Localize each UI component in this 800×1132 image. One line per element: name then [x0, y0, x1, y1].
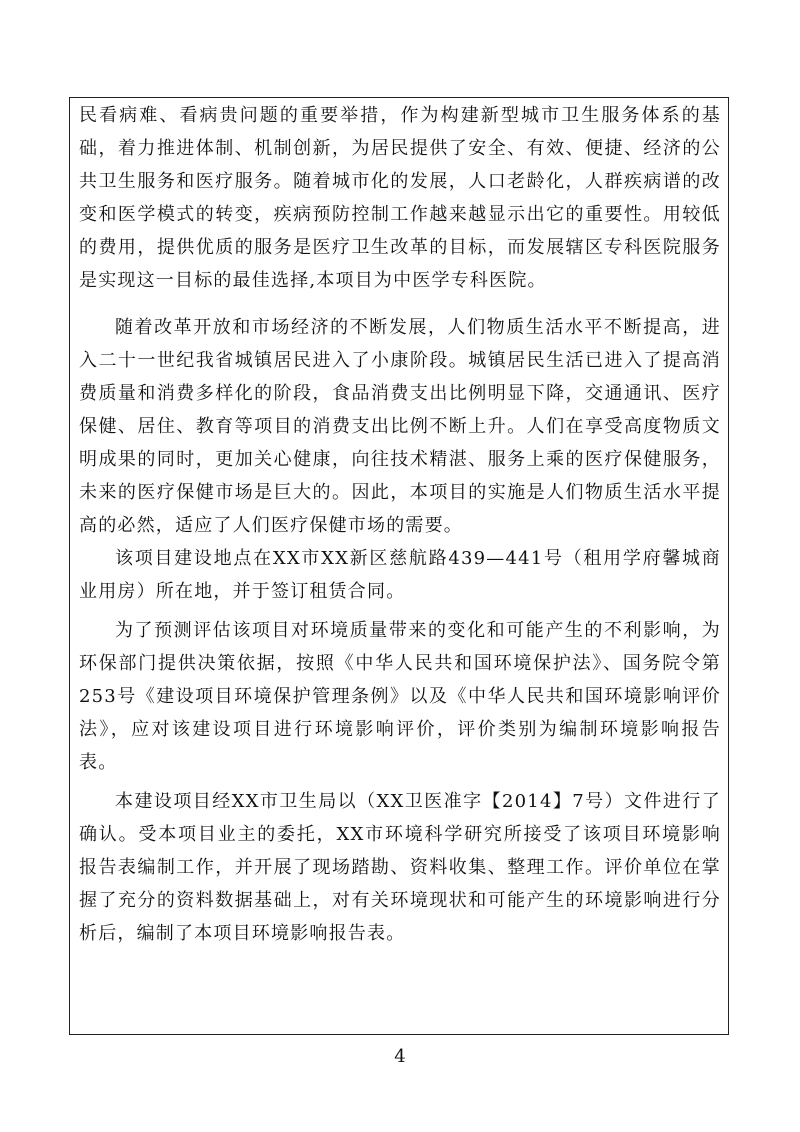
paragraph-2: 随着改革开放和市场经济的不断发展，人们物质生活水平不断提高，进入二十一世纪我省城镇居民进入了小康阶段。城镇居民生活已进入了提高消费质量和消费多样化的阶段，食品消费支出比例明显下降，交通通讯、医疗保健、居住、教育等项目的消费支出比例不断上升。人们在享受高度物质文明成果的同时，更加关心健康，向往技术精湛、服务上乘的医疗保健服务，未来的医疗保健市场是巨大的。因此，本项目的实施是人们物质生活水平提高的必然，适应了人们医疗保健市场的需要。	[79, 317, 721, 536]
page-number: 4	[394, 1046, 406, 1067]
paragraph-3: 该项目建设地点在XX市XX新区慈航路439—441号（租用学府馨城商业用房）所在地，并于签订租赁合同。	[79, 548, 721, 602]
paragraph-1: 民看病难、看病贵问题的重要举措，作为构建新型城市卫生服务体系的基础，着力推进体制、机制创新，为居民提供了安全、有效、便捷、经济的公共卫生服务和医疗服务。随着城市化的发展，人口老龄化，人群疾病谱的改变和医学模式的转变，疾病预防控制工作越来越显示出它的重要性。用较低的费用，提供优质的服务是医疗卫生改革的目标，而发展辖区专科医院服务是实现这一目标的最佳选择,本项目为中医学专科医院。	[79, 105, 721, 291]
document-body	[79, 99, 721, 950]
paragraph-5: 本建设项目经XX市卫生局以（XX卫医准字【2014】7号）文件进行了确认。受本项目业主的委托，XX市环境科学研究所接受了该项目环境影响报告表编制工作，并开展了现场踏勘、资料收集、整理工作。评价单位在掌握了充分的资料数据基础上，对有关环境现状和可能产生的环境影响进行分析后，编制了本项目环境影响报告表。	[79, 791, 721, 944]
paragraph-4: 为了预测评估该项目对环境质量带来的变化和可能产生的不利影响，为环保部门提供决策依据，按照《中华人民共和国环境保护法》、国务院令第253号《建设项目环境保护管理条例》以及《中华人民共和国环境影响评价法》，应对该建设项目进行环境影响评价，评价类别为编制环境影响报告表。	[79, 620, 721, 773]
